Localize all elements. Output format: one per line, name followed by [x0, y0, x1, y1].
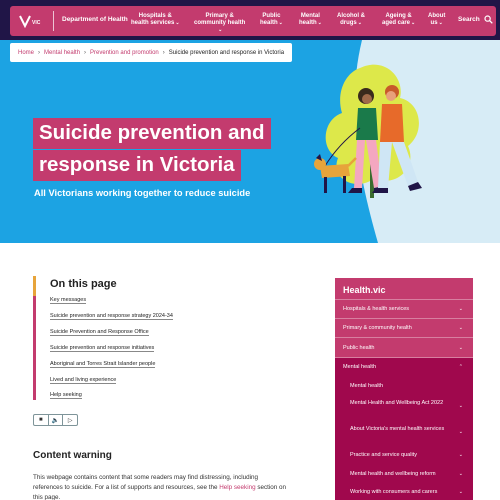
- nav-ageing-aged-care[interactable]: [382, 13, 415, 27]
- content-warning-body-end: section on this page.: [33, 484, 287, 500]
- search-button[interactable]: Search: [458, 16, 480, 23]
- chevron-down-icon: ⌄: [218, 27, 223, 33]
- chevron-down-icon: ⌄: [438, 20, 443, 26]
- sidebar-item-label: Hospitals & health services: [343, 306, 410, 312]
- link-text: Help seeking: [50, 392, 82, 398]
- link-text: Key messages: [50, 297, 87, 303]
- chevron-down-icon[interactable]: ⌄: [458, 429, 463, 435]
- nav-public-health[interactable]: [260, 13, 283, 27]
- breadcrumb-mental-health[interactable]: Mental health: [44, 49, 81, 56]
- link-text: Suicide prevention and response initiatives: [50, 345, 155, 351]
- nav-alcohol-drugs[interactable]: [337, 13, 365, 27]
- otp-link-initiatives[interactable]: [50, 345, 154, 351]
- chevron-up-icon[interactable]: ⌃: [458, 364, 463, 370]
- sidebar-subitem[interactable]: Mental health and wellbeing reform: [350, 471, 436, 477]
- nav-label: health: [299, 20, 317, 26]
- sidebar-item-label: Primary & community health: [343, 325, 412, 331]
- search-icon[interactable]: [484, 15, 493, 24]
- nav-mental-health[interactable]: [299, 13, 322, 27]
- sidebar-divider: [335, 337, 473, 338]
- breadcrumb-separator-icon: ›: [38, 49, 41, 56]
- otp-link-key-messages[interactable]: [50, 297, 86, 303]
- content-warning-title: Content warning: [33, 450, 112, 461]
- nav-label: Primary &: [205, 13, 234, 19]
- otp-link-aboriginal[interactable]: [50, 361, 155, 367]
- hero-banner: [0, 40, 500, 243]
- sidebar-subitem[interactable]: Mental Health and Wellbeing Act 2022: [350, 400, 444, 406]
- breadcrumb-separator-icon: ›: [162, 49, 165, 56]
- nav-label: community health: [194, 20, 246, 26]
- nav-label: health: [260, 20, 278, 26]
- page-subtitle: All Victorians working together to reduce suicide: [34, 188, 251, 198]
- chevron-down-icon[interactable]: ⌄: [458, 306, 463, 312]
- play-icon[interactable]: ▷: [67, 417, 73, 424]
- site-header: [0, 0, 500, 40]
- health-vic-sidebar: [335, 278, 473, 500]
- on-this-page-nav: [33, 276, 243, 400]
- sidebar-item-label: Mental health: [343, 364, 377, 370]
- people-walking-dog-illustration: [300, 58, 450, 208]
- volume-icon[interactable]: 🔈: [49, 415, 64, 425]
- otp-link-lived-experience[interactable]: [50, 377, 116, 383]
- sidebar-title[interactable]: Health.vic: [343, 285, 386, 295]
- on-this-page-title: On this page: [50, 278, 117, 290]
- header-bar: [10, 6, 496, 36]
- content-warning-text: [33, 473, 288, 500]
- breadcrumb: [10, 43, 292, 62]
- sidebar-subitem[interactable]: About Victoria's mental health services: [350, 426, 445, 432]
- sidebar-subitem[interactable]: Mental health: [350, 383, 384, 389]
- nav-primary-community[interactable]: [194, 13, 245, 34]
- nav-label: health services: [131, 20, 175, 26]
- readspeaker-controls: [33, 414, 78, 426]
- sidebar-divider: [335, 299, 473, 300]
- sidebar-subitem[interactable]: Working with consumers and carers: [350, 489, 438, 495]
- link-text: Suicide prevention and response strategy 2024-34: [50, 313, 173, 319]
- chevron-down-icon: ⌄: [278, 20, 283, 26]
- chevron-down-icon[interactable]: ⌄: [458, 489, 463, 495]
- stop-icon[interactable]: ■: [34, 415, 49, 425]
- chevron-down-icon[interactable]: ⌄: [458, 403, 463, 409]
- svg-text:VIC: VIC: [32, 20, 41, 26]
- logo-divider: [53, 11, 54, 31]
- sidebar-divider: [335, 318, 473, 319]
- chevron-down-icon: ⌄: [357, 20, 362, 26]
- nav-label: Public: [262, 13, 281, 19]
- otp-link-help-seeking[interactable]: [50, 392, 82, 398]
- link-text: Lived and living experience: [50, 377, 117, 383]
- link-text: Suicide Prevention and Response Office: [50, 329, 149, 335]
- chevron-down-icon: ⌄: [411, 20, 416, 26]
- breadcrumb-prevention-promotion[interactable]: Prevention and promotion: [90, 49, 159, 56]
- nav-hospitals[interactable]: [131, 13, 180, 27]
- page-title-line-2: response in Victoria: [33, 150, 241, 181]
- help-seeking-link[interactable]: Help seeking: [219, 484, 256, 491]
- chevron-down-icon[interactable]: ⌄: [458, 471, 463, 477]
- sidebar-mental-health-expanded: [335, 358, 473, 500]
- nav-label: aged care: [382, 20, 411, 26]
- otp-link-strategy[interactable]: [50, 313, 173, 319]
- department-name[interactable]: Department of Health: [62, 16, 128, 23]
- victoria-state-logo[interactable]: [19, 14, 45, 28]
- nav-label: Ageing &: [385, 13, 412, 19]
- page-title-line-1: Suicide prevention and: [33, 118, 271, 149]
- content-warning-body: This webpage contains content that some readers may find distressing, including references to suicide. For a list of supports and resources, see the: [33, 474, 259, 491]
- nav-label: us: [430, 20, 438, 26]
- breadcrumb-current: Suicide prevention and response in Victoria: [168, 49, 285, 56]
- otp-link-office[interactable]: [50, 329, 149, 335]
- breadcrumb-separator-icon: ›: [84, 49, 87, 56]
- chevron-down-icon: ⌄: [175, 20, 180, 26]
- breadcrumb-home[interactable]: Home: [18, 49, 35, 56]
- nav-label: Mental: [300, 13, 320, 19]
- nav-label: drugs: [340, 20, 357, 26]
- chevron-down-icon[interactable]: ⌄: [458, 452, 463, 458]
- link-text: Aboriginal and Torres Strait Islander people: [50, 361, 156, 367]
- on-this-page-accent: [33, 276, 36, 296]
- sidebar-item-mental-health[interactable]: [335, 364, 473, 378]
- nav-label: Hospitals &: [138, 13, 172, 19]
- nav-label: Alcohol &: [337, 13, 365, 19]
- sidebar-subitem[interactable]: Practice and service quality: [350, 452, 417, 458]
- chevron-down-icon[interactable]: ⌄: [458, 325, 463, 331]
- chevron-down-icon: ⌄: [317, 20, 322, 26]
- chevron-down-icon[interactable]: ⌄: [458, 345, 463, 351]
- nav-label: About: [428, 13, 446, 19]
- nav-about-us[interactable]: [428, 13, 445, 27]
- sidebar-item-label: Public health: [343, 345, 375, 351]
